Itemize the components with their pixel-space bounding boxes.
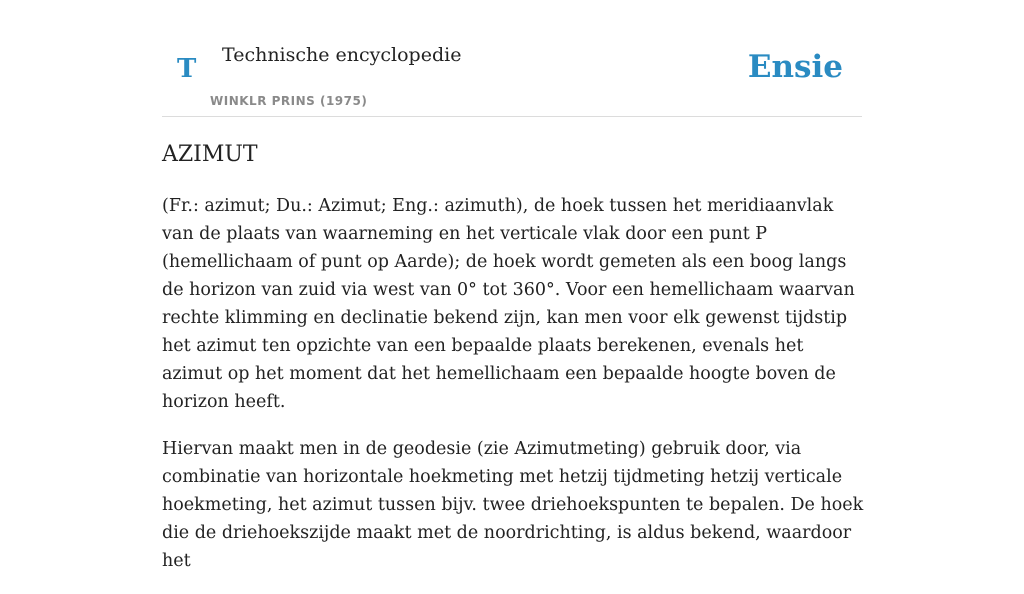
- edition-label: WINKLR PRINS (1975): [210, 94, 368, 108]
- brand-logo[interactable]: Ensie: [747, 49, 843, 85]
- book-logo-icon[interactable]: T: [177, 54, 197, 84]
- article-page: [162, 0, 864, 571]
- article-title: AZIMUT: [162, 142, 258, 167]
- book-title-link[interactable]: Technische encyclopedie: [222, 44, 462, 66]
- article-paragraph: (Fr.: azimut; Du.: Azimut; Eng.: azimuth), de hoek tussen het meridiaanvlak van de plaats van waarneming en het verticale vlak door een punt P (hemellichaam of punt op Aarde); de hoek wordt gemeten als een boog langs de horizon van zuid via west van 0° tot 360°. Voor een hemellichaam waarvan rechte klimming en declinatie bekend zijn, kan men voor elk gewenst tijdstip het azimut ten opzichte van een bepaalde plaats berekenen, evenals het azimut op het moment dat het hemellichaam een bepaalde hoogte boven de horizon heeft.: [162, 196, 855, 412]
- page-header: [162, 0, 862, 117]
- article-paragraph: Hiervan maakt men in de geodesie (zie Azimutmeting) gebruik door, via combinatie van horizontale hoekmeting met hetzij tijdmeting hetzij verticale hoekmeting, het azimut tussen bijv. twee driehoekspunten te bepalen. De hoek die de driehoekszijde maakt met de noordrichting, is aldus bekend, waardoor het: [162, 439, 864, 571]
- article-body: [162, 192, 867, 594]
